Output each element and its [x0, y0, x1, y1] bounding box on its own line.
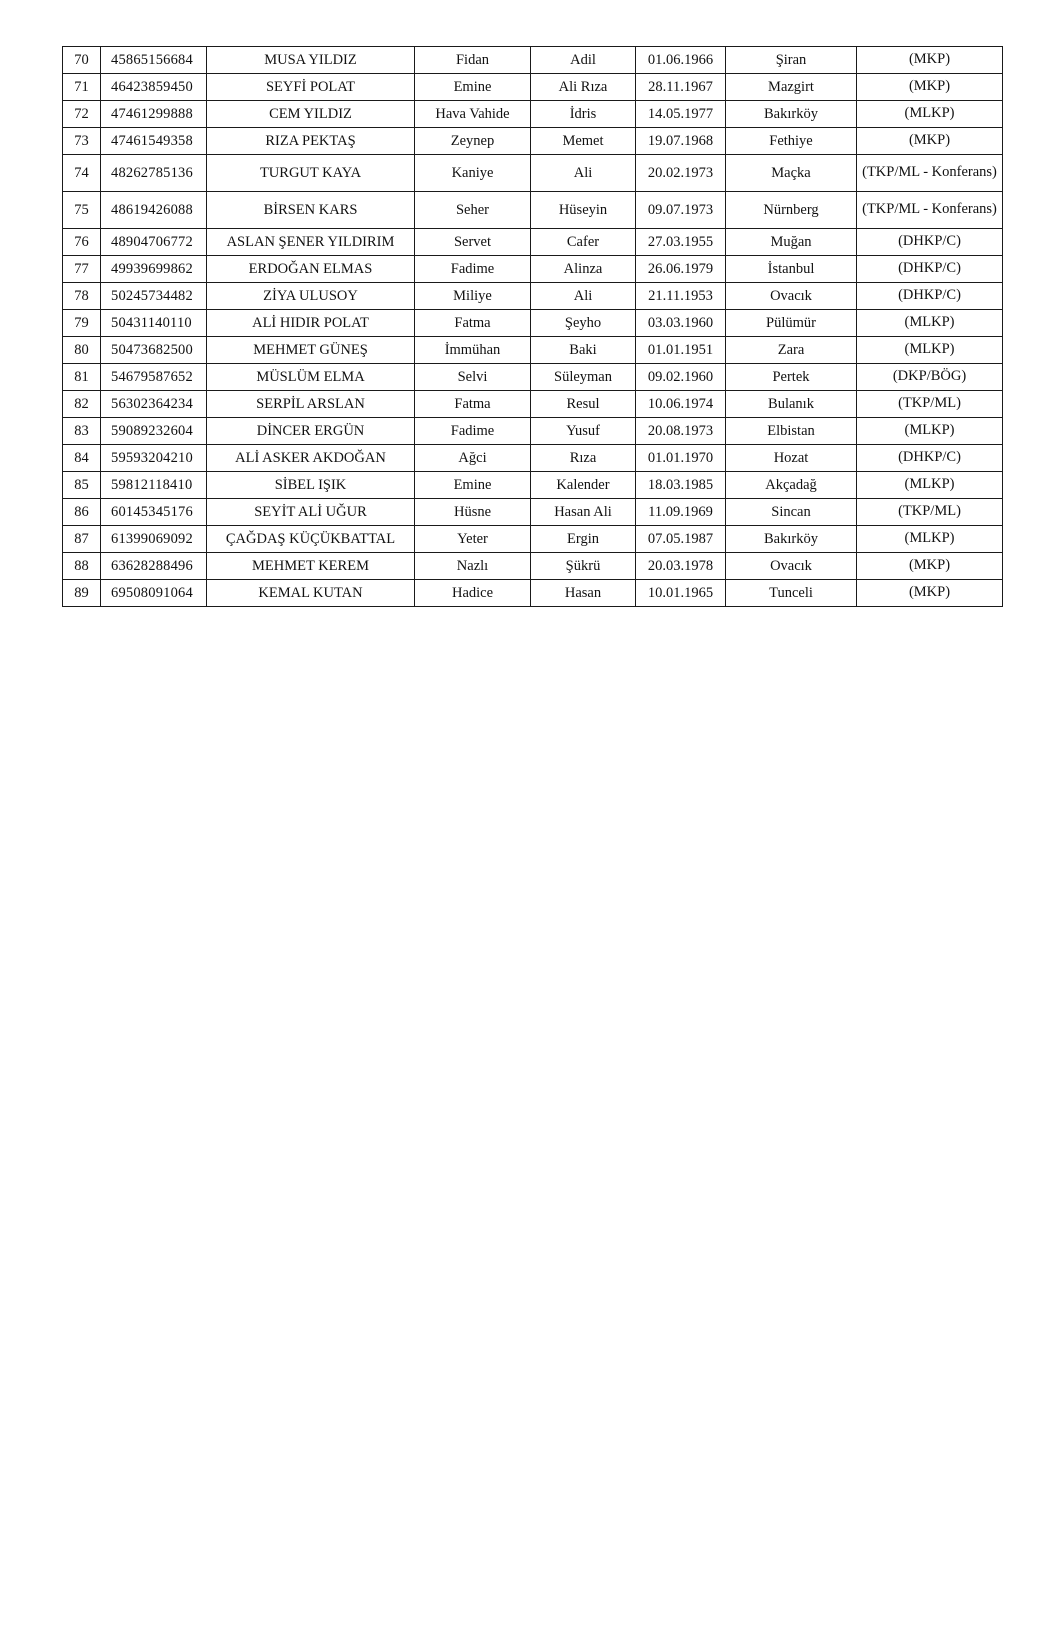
row-number: 87	[63, 526, 101, 553]
birth-date: 19.07.1968	[636, 128, 726, 155]
father-name: Ergin	[531, 526, 636, 553]
organization: (MKP)	[857, 74, 1003, 101]
birth-place: Ovacık	[726, 553, 857, 580]
table-body	[63, 47, 1003, 607]
father-name: Rıza	[531, 445, 636, 472]
organization: (TKP/ML - Konferans)	[857, 192, 1003, 229]
mother-name: Nazlı	[415, 553, 531, 580]
organization: (TKP/ML)	[857, 499, 1003, 526]
row-number: 71	[63, 74, 101, 101]
row-number: 86	[63, 499, 101, 526]
id-number: 63628288496	[101, 553, 207, 580]
mother-name: Miliye	[415, 283, 531, 310]
birth-date: 20.02.1973	[636, 155, 726, 192]
father-name: Adil	[531, 47, 636, 74]
father-name: Hasan	[531, 580, 636, 607]
mother-name: Selvi	[415, 364, 531, 391]
id-number: 69508091064	[101, 580, 207, 607]
father-name: Baki	[531, 337, 636, 364]
id-number: 50431140110	[101, 310, 207, 337]
table-row	[63, 445, 1003, 472]
full-name: MÜSLÜM ELMA	[207, 364, 415, 391]
mother-name: Fadime	[415, 418, 531, 445]
mother-name: İmmühan	[415, 337, 531, 364]
full-name: ASLAN ŞENER YILDIRIM	[207, 229, 415, 256]
mother-name: Yeter	[415, 526, 531, 553]
row-number: 79	[63, 310, 101, 337]
id-number: 49939699862	[101, 256, 207, 283]
birth-date: 21.11.1953	[636, 283, 726, 310]
birth-date: 01.01.1951	[636, 337, 726, 364]
birth-place: Maçka	[726, 155, 857, 192]
birth-date: 10.06.1974	[636, 391, 726, 418]
father-name: Ali	[531, 283, 636, 310]
row-number: 83	[63, 418, 101, 445]
mother-name: Fatma	[415, 310, 531, 337]
row-number: 75	[63, 192, 101, 229]
table-row	[63, 472, 1003, 499]
father-name: Hüseyin	[531, 192, 636, 229]
full-name: MEHMET GÜNEŞ	[207, 337, 415, 364]
id-number: 48262785136	[101, 155, 207, 192]
organization: (MKP)	[857, 47, 1003, 74]
organization: (MKP)	[857, 128, 1003, 155]
birth-date: 18.03.1985	[636, 472, 726, 499]
mother-name: Ağci	[415, 445, 531, 472]
birth-date: 09.02.1960	[636, 364, 726, 391]
father-name: Şükrü	[531, 553, 636, 580]
row-number: 80	[63, 337, 101, 364]
id-number: 45865156684	[101, 47, 207, 74]
row-number: 70	[63, 47, 101, 74]
father-name: Ali	[531, 155, 636, 192]
birth-place: Bulanık	[726, 391, 857, 418]
mother-name: Fidan	[415, 47, 531, 74]
birth-place: Elbistan	[726, 418, 857, 445]
table-row	[63, 580, 1003, 607]
birth-place: Şiran	[726, 47, 857, 74]
birth-date: 09.07.1973	[636, 192, 726, 229]
father-name: Memet	[531, 128, 636, 155]
row-number: 88	[63, 553, 101, 580]
table-row	[63, 337, 1003, 364]
birth-place: Mazgirt	[726, 74, 857, 101]
full-name: ALİ HIDIR POLAT	[207, 310, 415, 337]
organization: (DKP/BÖG)	[857, 364, 1003, 391]
birth-date: 10.01.1965	[636, 580, 726, 607]
mother-name: Servet	[415, 229, 531, 256]
full-name: CEM YILDIZ	[207, 101, 415, 128]
mother-name: Fatma	[415, 391, 531, 418]
table-row	[63, 47, 1003, 74]
full-name: BİRSEN KARS	[207, 192, 415, 229]
row-number: 84	[63, 445, 101, 472]
birth-place: Pülümür	[726, 310, 857, 337]
father-name: Cafer	[531, 229, 636, 256]
full-name: ZİYA ULUSOY	[207, 283, 415, 310]
organization: (MKP)	[857, 553, 1003, 580]
full-name: SİBEL IŞIK	[207, 472, 415, 499]
row-number: 89	[63, 580, 101, 607]
organization: (DHKP/C)	[857, 256, 1003, 283]
birth-date: 28.11.1967	[636, 74, 726, 101]
id-number: 48619426088	[101, 192, 207, 229]
table-row	[63, 74, 1003, 101]
father-name: Ali Rıza	[531, 74, 636, 101]
table-row	[63, 101, 1003, 128]
full-name: SEYİT ALİ UĞUR	[207, 499, 415, 526]
father-name: Alinza	[531, 256, 636, 283]
full-name: ÇAĞDAŞ KÜÇÜKBATTAL	[207, 526, 415, 553]
father-name: Resul	[531, 391, 636, 418]
mother-name: Emine	[415, 472, 531, 499]
id-number: 50473682500	[101, 337, 207, 364]
table-row	[63, 526, 1003, 553]
id-number: 47461549358	[101, 128, 207, 155]
birth-date: 01.01.1970	[636, 445, 726, 472]
mother-name: Hadice	[415, 580, 531, 607]
records-table	[62, 46, 1003, 607]
birth-place: Zara	[726, 337, 857, 364]
birth-date: 03.03.1960	[636, 310, 726, 337]
father-name: Şeyho	[531, 310, 636, 337]
full-name: ERDOĞAN ELMAS	[207, 256, 415, 283]
organization: (MLKP)	[857, 310, 1003, 337]
birth-place: Bakırköy	[726, 101, 857, 128]
full-name: RIZA PEKTAŞ	[207, 128, 415, 155]
organization: (MLKP)	[857, 101, 1003, 128]
mother-name: Zeynep	[415, 128, 531, 155]
id-number: 59812118410	[101, 472, 207, 499]
organization: (MLKP)	[857, 418, 1003, 445]
mother-name: Hava Vahide	[415, 101, 531, 128]
row-number: 85	[63, 472, 101, 499]
row-number: 72	[63, 101, 101, 128]
table-row	[63, 499, 1003, 526]
row-number: 77	[63, 256, 101, 283]
full-name: MUSA YILDIZ	[207, 47, 415, 74]
mother-name: Kaniye	[415, 155, 531, 192]
id-number: 47461299888	[101, 101, 207, 128]
organization: (DHKP/C)	[857, 229, 1003, 256]
birth-place: Fethiye	[726, 128, 857, 155]
table-row	[63, 256, 1003, 283]
row-number: 74	[63, 155, 101, 192]
row-number: 82	[63, 391, 101, 418]
organization: (MLKP)	[857, 472, 1003, 499]
table-row	[63, 553, 1003, 580]
id-number: 56302364234	[101, 391, 207, 418]
row-number: 73	[63, 128, 101, 155]
id-number: 59593204210	[101, 445, 207, 472]
father-name: Kalender	[531, 472, 636, 499]
table-row	[63, 155, 1003, 192]
birth-place: Nürnberg	[726, 192, 857, 229]
birth-place: Tunceli	[726, 580, 857, 607]
birth-place: Akçadağ	[726, 472, 857, 499]
organization: (DHKP/C)	[857, 445, 1003, 472]
father-name: İdris	[531, 101, 636, 128]
row-number: 78	[63, 283, 101, 310]
full-name: MEHMET KEREM	[207, 553, 415, 580]
birth-date: 07.05.1987	[636, 526, 726, 553]
table-row	[63, 192, 1003, 229]
birth-date: 26.06.1979	[636, 256, 726, 283]
full-name: SEYFİ POLAT	[207, 74, 415, 101]
organization: (MLKP)	[857, 337, 1003, 364]
birth-date: 27.03.1955	[636, 229, 726, 256]
mother-name: Seher	[415, 192, 531, 229]
table-row	[63, 364, 1003, 391]
table-row	[63, 418, 1003, 445]
organization: (TKP/ML - Konferans)	[857, 155, 1003, 192]
table-row	[63, 229, 1003, 256]
row-number: 81	[63, 364, 101, 391]
organization: (MLKP)	[857, 526, 1003, 553]
father-name: Hasan Ali	[531, 499, 636, 526]
full-name: DİNCER ERGÜN	[207, 418, 415, 445]
birth-date: 20.03.1978	[636, 553, 726, 580]
id-number: 48904706772	[101, 229, 207, 256]
birth-date: 20.08.1973	[636, 418, 726, 445]
birth-place: Pertek	[726, 364, 857, 391]
birth-place: Bakırköy	[726, 526, 857, 553]
id-number: 46423859450	[101, 74, 207, 101]
id-number: 61399069092	[101, 526, 207, 553]
full-name: ALİ ASKER AKDOĞAN	[207, 445, 415, 472]
full-name: TURGUT KAYA	[207, 155, 415, 192]
table-row	[63, 128, 1003, 155]
father-name: Yusuf	[531, 418, 636, 445]
table-row	[63, 283, 1003, 310]
id-number: 60145345176	[101, 499, 207, 526]
birth-place: Ovacık	[726, 283, 857, 310]
row-number: 76	[63, 229, 101, 256]
mother-name: Fadime	[415, 256, 531, 283]
birth-date: 14.05.1977	[636, 101, 726, 128]
father-name: Süleyman	[531, 364, 636, 391]
organization: (DHKP/C)	[857, 283, 1003, 310]
birth-place: Sincan	[726, 499, 857, 526]
birth-place: İstanbul	[726, 256, 857, 283]
birth-place: Hozat	[726, 445, 857, 472]
birth-date: 11.09.1969	[636, 499, 726, 526]
table-row	[63, 391, 1003, 418]
organization: (MKP)	[857, 580, 1003, 607]
full-name: KEMAL KUTAN	[207, 580, 415, 607]
id-number: 54679587652	[101, 364, 207, 391]
birth-place: Muğan	[726, 229, 857, 256]
id-number: 59089232604	[101, 418, 207, 445]
mother-name: Emine	[415, 74, 531, 101]
table-row	[63, 310, 1003, 337]
organization: (TKP/ML)	[857, 391, 1003, 418]
birth-date: 01.06.1966	[636, 47, 726, 74]
id-number: 50245734482	[101, 283, 207, 310]
full-name: SERPİL ARSLAN	[207, 391, 415, 418]
mother-name: Hüsne	[415, 499, 531, 526]
